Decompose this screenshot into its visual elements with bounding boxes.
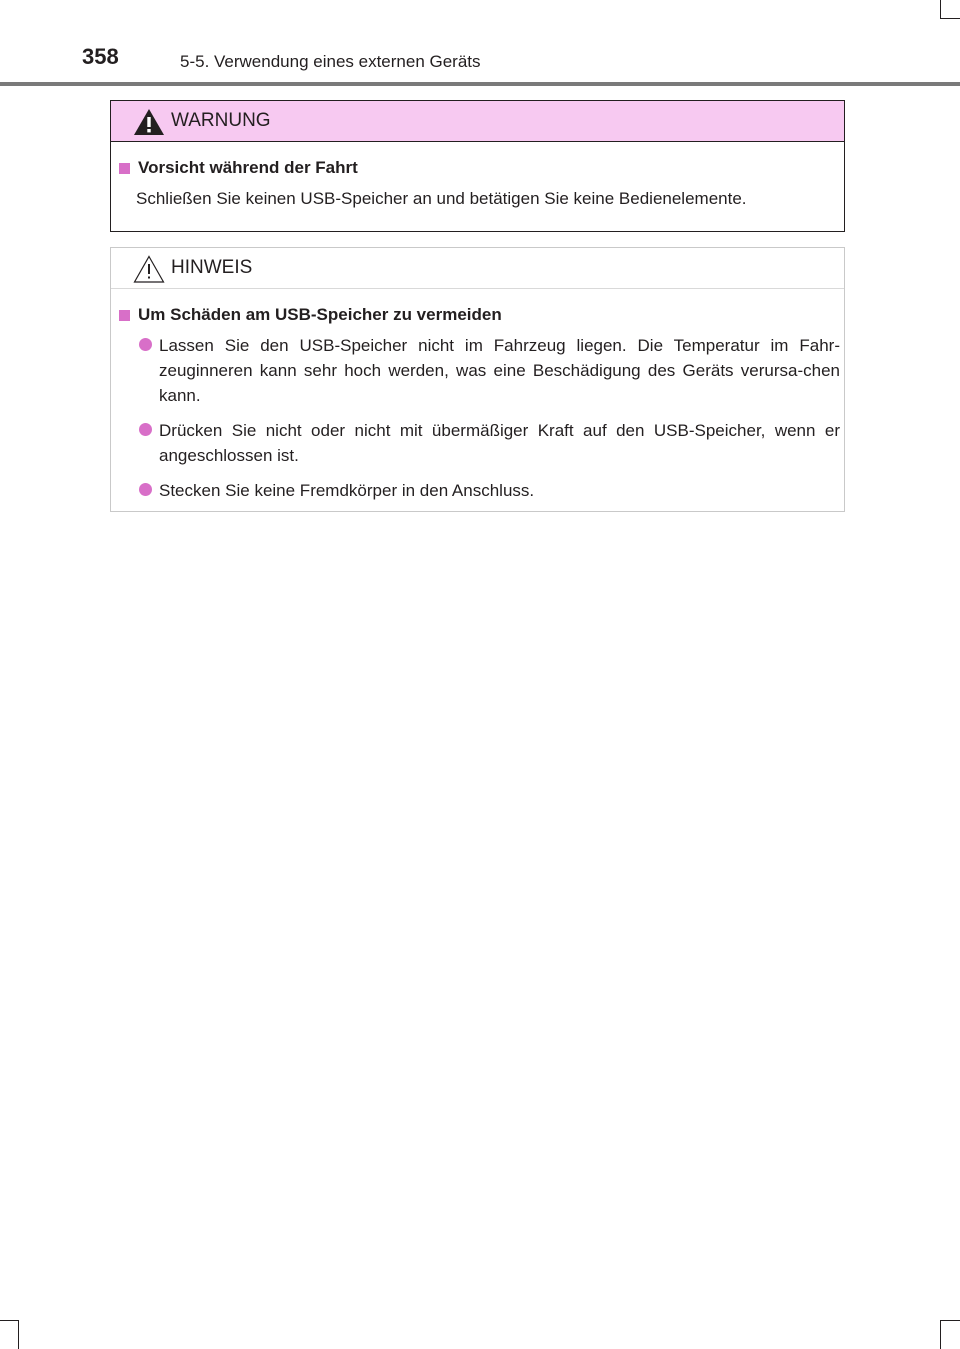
round-bullet-icon bbox=[139, 483, 152, 496]
warning-subheading-text: Vorsicht während der Fahrt bbox=[138, 158, 358, 177]
header-rule bbox=[0, 82, 960, 86]
round-bullet-icon bbox=[139, 423, 152, 436]
page-number: 358 bbox=[82, 44, 119, 69]
list-item-text: Drücken Sie nicht oder nicht mit übermäßiger Kraft auf den USB-Speicher, wenn er angeschlossen ist. bbox=[159, 421, 840, 465]
section-title: 5-5. Verwendung eines externen Geräts bbox=[180, 52, 481, 71]
warning-content bbox=[111, 142, 844, 211]
crop-mark bbox=[0, 1320, 18, 1321]
warning-header bbox=[111, 101, 844, 142]
notice-label: HINWEIS bbox=[171, 257, 253, 278]
crop-mark bbox=[18, 1320, 19, 1349]
square-bullet-icon bbox=[119, 310, 130, 321]
notice-subheading bbox=[119, 305, 844, 325]
warning-box bbox=[110, 100, 845, 232]
warning-triangle-outline-icon bbox=[133, 254, 165, 284]
warning-subheading bbox=[119, 158, 844, 178]
notice-box bbox=[110, 247, 845, 512]
list-item bbox=[119, 478, 844, 503]
list-item-text: Stecken Sie keine Fremdkörper in den Anschluss. bbox=[159, 481, 535, 500]
crop-mark bbox=[940, 18, 960, 19]
round-bullet-icon bbox=[139, 338, 152, 351]
warning-triangle-filled-icon bbox=[133, 107, 165, 137]
list-item bbox=[119, 418, 844, 468]
notice-content bbox=[111, 289, 844, 503]
crop-mark bbox=[940, 1320, 960, 1321]
notice-header bbox=[111, 248, 844, 289]
list-item bbox=[119, 333, 844, 408]
notice-subheading-text: Um Schäden am USB-Speicher zu vermeiden bbox=[138, 305, 502, 324]
square-bullet-icon bbox=[119, 163, 130, 174]
crop-mark bbox=[940, 0, 941, 18]
list-item-text: Lassen Sie den USB-Speicher nicht im Fahrzeug liegen. Die Temperatur im Fahr-zeuginneren kann sehr hoch werden, was eine Beschädigung des Geräts verursa-chen kann. bbox=[159, 336, 840, 405]
warning-label: WARNUNG bbox=[171, 110, 271, 131]
crop-mark bbox=[940, 1320, 941, 1349]
warning-text: Schließen Sie keinen USB-Speicher an und betätigen Sie keine Bedienelemente. bbox=[136, 189, 747, 208]
